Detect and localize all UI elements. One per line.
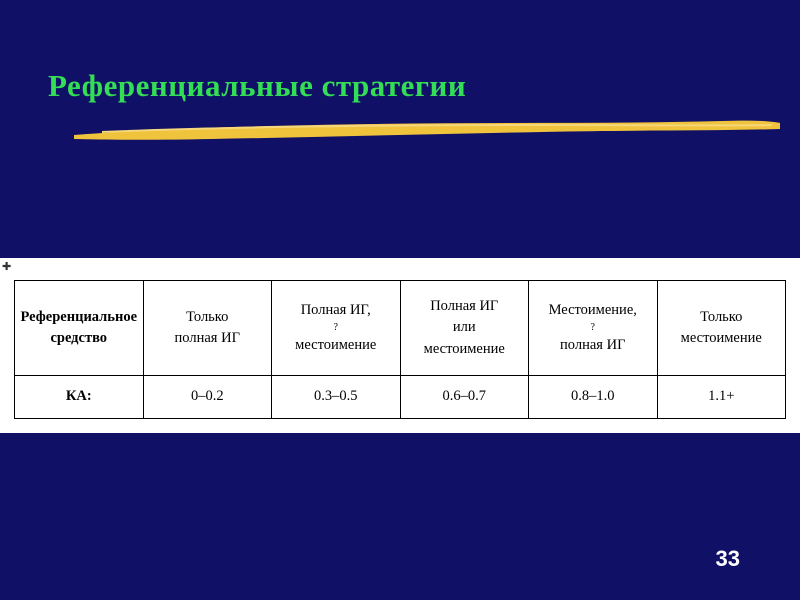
table-header-row <box>15 281 786 376</box>
header-line: Полная ИГ, <box>300 301 371 318</box>
header-line: ? местоимение <box>295 321 377 354</box>
header-line: ? полная ИГ <box>560 321 626 354</box>
table-header-cell-2 <box>272 281 401 376</box>
row-label-cell: КА: <box>15 376 144 419</box>
table-header-cell-4 <box>529 281 658 376</box>
header-line: полная ИГ <box>174 330 240 346</box>
table-header-cell-3 <box>400 281 529 376</box>
header-line: местоимение <box>423 340 505 357</box>
document-band <box>0 258 800 433</box>
table-cell-value-4: 1.1+ <box>657 376 786 419</box>
table-cell-value-0: 0–0.2 <box>143 376 272 419</box>
referential-strategies-table <box>14 280 786 419</box>
table-header-cell-1 <box>143 281 272 376</box>
table-cell-value-3: 0.8–1.0 <box>529 376 658 419</box>
header-line: местоимение <box>680 330 762 346</box>
header-line: средство <box>50 330 108 346</box>
table-cell-value-1: 0.3–0.5 <box>272 376 401 419</box>
header-line: Референциальное <box>20 308 138 325</box>
page-title: Референциальные стратегии <box>48 68 467 103</box>
header-line: Только <box>700 308 743 325</box>
table-move-handle-icon[interactable]: ✚ <box>2 261 12 273</box>
page-number: 33 <box>715 546 740 571</box>
table-row <box>15 376 786 419</box>
table-header-cell-5 <box>657 281 786 376</box>
table-header-cell-0 <box>15 281 144 376</box>
table-cell-value-2: 0.6–0.7 <box>400 376 529 419</box>
header-line: Только <box>186 308 229 325</box>
brush-underline-decoration <box>72 118 782 144</box>
header-line: Полная ИГ <box>430 298 499 315</box>
header-line: Местоимение, <box>548 301 637 318</box>
header-line: или <box>452 319 476 336</box>
